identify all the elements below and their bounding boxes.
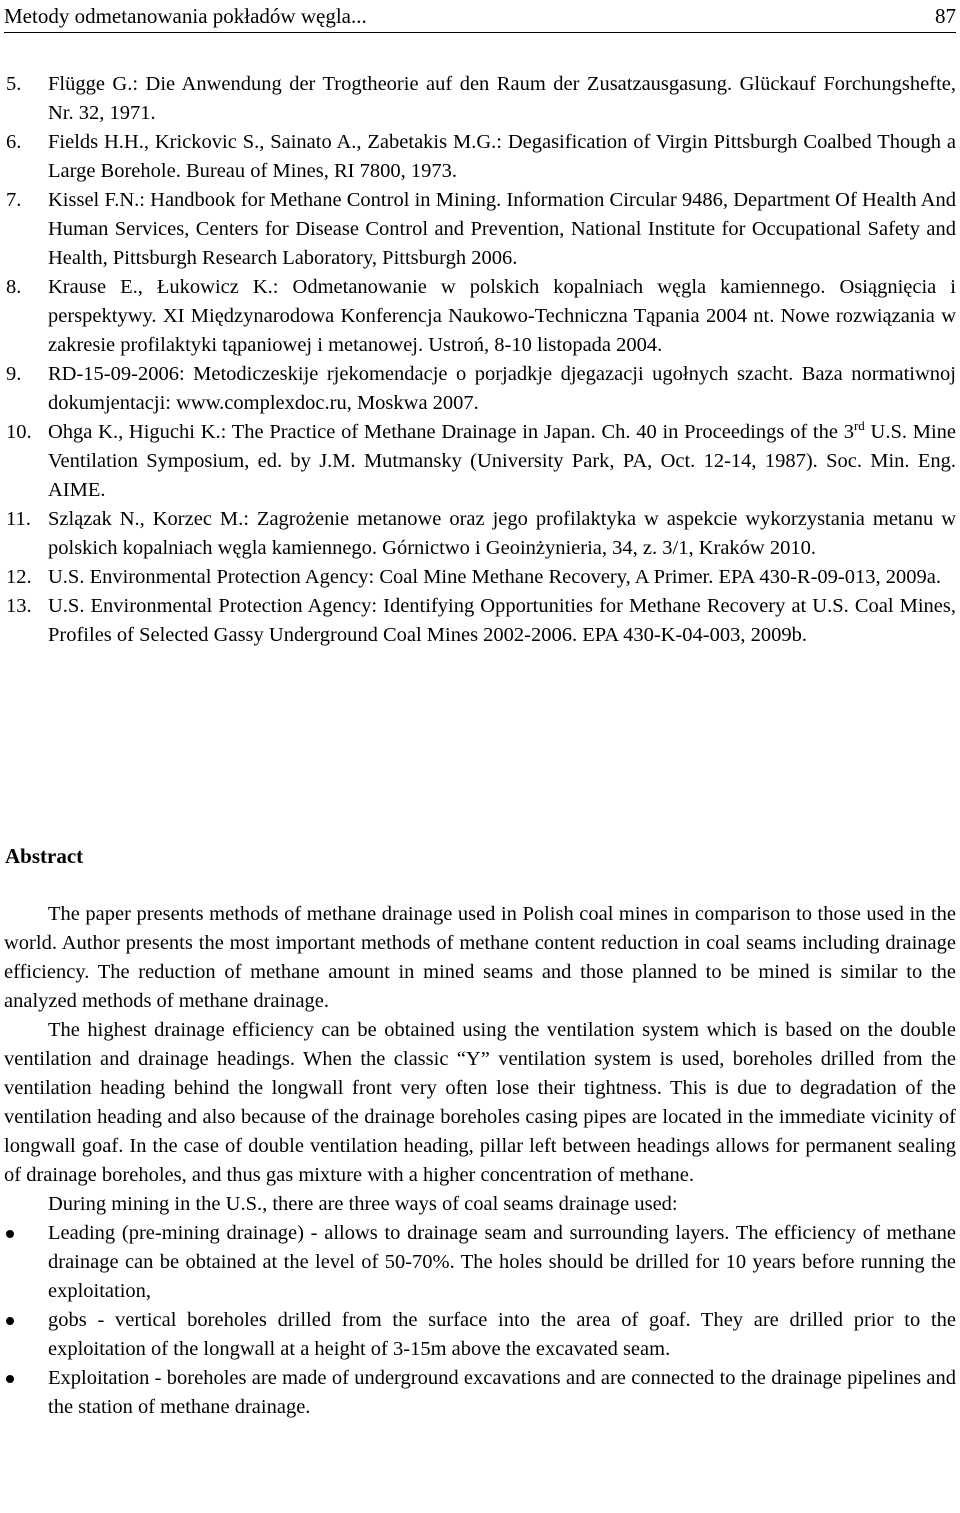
reference-item bbox=[6, 563, 956, 592]
abstract-paragraph: During mining in the U.S., there are three ways of coal seams drainage used: bbox=[48, 1193, 678, 1215]
reference-number: 8. bbox=[6, 276, 22, 298]
abstract-body bbox=[4, 900, 956, 1422]
reference-number: 11. bbox=[6, 508, 31, 530]
reference-text: Szlązak N., Korzec M.: Zagrożenie metanowe oraz jego profilaktyka w aspekcie wykorzystania metanu w polskich kopalniach węgla kamiennego. Górnictwo i Geoinżynieria, 34, z. 3/1, Kraków 2010. bbox=[48, 508, 956, 559]
reference-superscript: rd bbox=[853, 418, 865, 434]
reference-item bbox=[6, 360, 956, 418]
reference-item bbox=[6, 70, 956, 128]
abstract-paragraph: The highest drainage efficiency can be obtained using the ventilation system which is based on the double ventilation and drainage headings. When the classic “Y” ventilation system is used, boreholes drilled from the ventilation heading behind the longwall front very often lose their tightness. This is due to degradation of the ventilation heading and also because of the drainage boreholes casing pipes are located in the immediate vicinity of longwall goaf. In the case of double ventilation heading, pillar left between headings allows for permanent sealing of drainage boreholes, and thus gas mixture with a higher concentration of methane. bbox=[4, 1019, 956, 1186]
bullet-dot-icon bbox=[6, 1317, 14, 1325]
reference-text: Krause E., Łukowicz K.: Odmetanowanie w polskich kopalniach węgla kamiennego. Osiągnięcia i perspektywy. XI Międzynarodowa Konferencja Naukowo-Techniczna Tąpania 2004 nt. Nowe rozwiązania w zakresie profilaktyki tąpaniowej i metanowej. Ustroń, 8-10 listopada 2004. bbox=[48, 276, 956, 356]
bullet-item bbox=[4, 1364, 956, 1422]
reference-number: 5. bbox=[6, 73, 22, 95]
bullet-item bbox=[4, 1219, 956, 1306]
reference-number: 9. bbox=[6, 363, 22, 385]
bullet-text: Leading (pre-mining drainage) - allows to drainage seam and surrounding layers. The efficiency of methane drainage can be obtained at the level of 50-70%. The holes should be drilled for 10 years before running the exploitation, bbox=[48, 1222, 956, 1302]
reference-text-part: Ohga K., Higuchi K.: The Practice of Methane Drainage in Japan. Ch. 40 in Proceedings of the 3 bbox=[48, 421, 854, 443]
bullet-dot-icon bbox=[6, 1230, 14, 1238]
reference-list bbox=[6, 70, 956, 650]
reference-text: RD-15-09-2006: Metodiczeskije rjekomendacje o porjadkje djegazacji ugołnych szacht. Baza normatiwnoj dokumjentacji: www.complexdoc.ru, Moskwa 2007. bbox=[48, 363, 956, 414]
reference-text: U.S. Environmental Protection Agency: Identifying Opportunities for Methane Recovery at U.S. Coal Mines, Profiles of Selected Gassy Underground Coal Mines 2002-2006. EPA 430-K-04-003, 2009b. bbox=[48, 595, 956, 646]
reference-item bbox=[6, 505, 956, 563]
abstract-heading: Abstract bbox=[5, 844, 84, 868]
reference-text: Kissel F.N.: Handbook for Methane Control in Mining. Information Circular 9486, Department Of Health And Human Services, Centers for Disease Control and Prevention, National Institute for Occupational Safety and Health, Pittsburgh Research Laboratory, Pittsburgh 2006. bbox=[48, 189, 956, 269]
reference-text: U.S. Environmental Protection Agency: Coal Mine Methane Recovery, A Primer. EPA 430-R-09-013, 2009a. bbox=[48, 566, 941, 588]
reference-item bbox=[6, 592, 956, 650]
bullet-text: Exploitation - boreholes are made of underground excavations and are connected to the drainage pipelines and the station of methane drainage. bbox=[48, 1367, 956, 1418]
reference-number: 10. bbox=[6, 421, 32, 443]
reference-number: 12. bbox=[6, 566, 32, 588]
reference-text-part: U.S. Mine Ventilation Symposium, ed. by J.M. Mutmansky (University Park, PA, Oct. 12-14, 1987). Soc. Min. Eng. AIME. bbox=[48, 421, 957, 501]
bullet-text: gobs - vertical boreholes drilled from the surface into the area of goaf. They are drilled prior to the exploitation of the longwall at a height of 3-15m above the excavated seam. bbox=[48, 1309, 956, 1360]
reference-item bbox=[6, 273, 956, 360]
reference-text: Flügge G.: Die Anwendung der Trogtheorie auf den Raum der Zusatzausgasung. Glückauf Forchungshefte, Nr. 32, 1971. bbox=[48, 73, 956, 124]
reference-text: Fields H.H., Krickovic S., Sainato A., Zabetakis M.G.: Degasification of Virgin Pittsburgh Coalbed Though a Large Borehole. Bureau of Mines, RI 7800, 1973. bbox=[48, 131, 956, 182]
reference-number: 13. bbox=[6, 595, 32, 617]
reference-item bbox=[6, 418, 956, 505]
page-number: 87 bbox=[935, 4, 956, 28]
reference-number: 7. bbox=[6, 189, 22, 211]
reference-item bbox=[6, 186, 956, 273]
bullet-list bbox=[4, 1219, 956, 1422]
bullet-dot-icon bbox=[6, 1375, 14, 1383]
running-header bbox=[4, 2, 956, 33]
abstract-paragraph: The paper presents methods of methane drainage used in Polish coal mines in comparison to those used in the world. Author presents the most important methods of methane content reduction in coal seams including drainage efficiency. The reduction of methane amount in mined seams and those planned to be mined is similar to the analyzed methods of methane drainage. bbox=[4, 903, 956, 1012]
bullet-item bbox=[4, 1306, 956, 1364]
running-title: Metody odmetanowania pokładów węgla... bbox=[4, 4, 367, 28]
reference-item bbox=[6, 128, 956, 186]
reference-number: 6. bbox=[6, 131, 22, 153]
